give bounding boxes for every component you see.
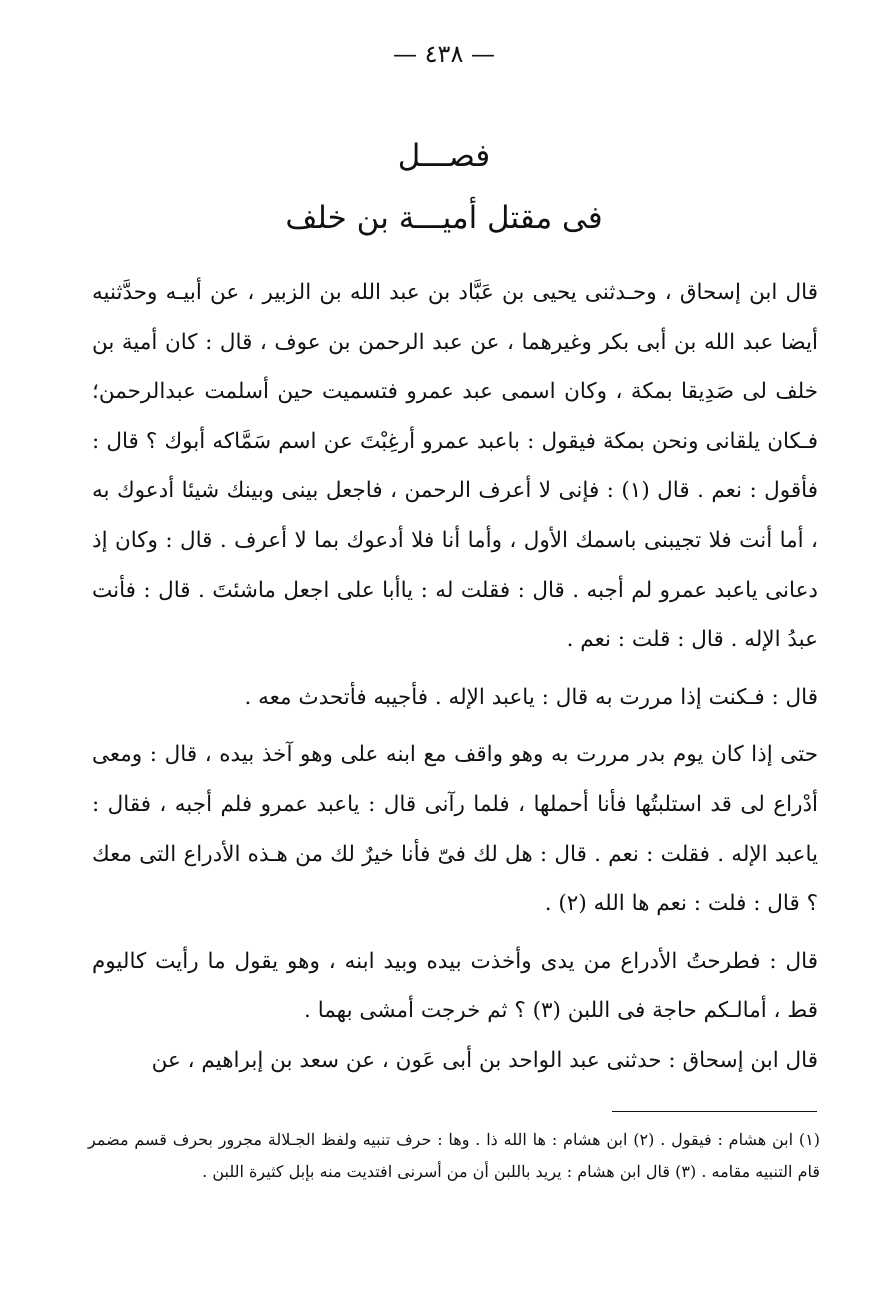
section-heading: فصـــل (397, 138, 491, 174)
footnote-divider (612, 1111, 817, 1112)
paragraph: قال : فطرحتُ الأدراع من يدى وأخذت بيده وبيد ابنه ، وهو يقول ما رأيت كاليوم قط ، أمالـكم حاجة فى اللبن (٣) ؟ ثم خرجت أمشى بهما . (92, 948, 818, 1024)
footnote-text: (١) ابن هشام : فيقول . (٢) ابن هشام : ها الله ذا . وها : حرف تنبيه ولفظ الجـلالة مجرور بحرف قسم مضمر قام التنبيه مقامه . (٣) قال ابن هشام : يريد باللبن أن من أسرنى افتديت منه بإبل كثيرة اللبن . (88, 1130, 821, 1181)
paragraph: حتى إذا كان يوم بدر مررت به وهو واقف مع ابنه على وهو آخذ بيده ، قال : ومعى أدْراع لى قد استلبتُها فأنا أحملها ، فلما رآنى قال : ياعبد عمرو فلم أجبه ، فقال : ياعبد الإله . فقلت : نعم . قال : هل لك فىّ فأنا خيرٌ لك من هـذه الأدراع التى معك ؟ قال : فلت : نعم ها الله (٢) . (92, 742, 818, 917)
footnotes (88, 1124, 820, 1188)
body-text (92, 268, 818, 1086)
paragraph: قال : فـكنت إذا مررت به قال : ياعبد الإله . فأجيبه فأتحدث معه . (244, 684, 818, 710)
paragraph: قال ابن إسحاق : حدثنى عبد الواحد بن أبى عَون ، عن سعد بن إبراهيم ، عن (151, 1047, 818, 1073)
section-subheading: فى مقتل أميـــة بن خلف (285, 200, 603, 236)
page-number: — ٤٣٨ — (393, 40, 495, 68)
paragraph: قال ابن إسحاق ، وحـدثنى يحيى بن عَبَّاد بن عبد الله بن الزبير ، عن أبيـه وحدَّثنيه أيضا عبد الله بن أبى بكر وغيرهما ، عن عبد الرحمن بن عوف ، قال : كان أمية بن خلف لى صَدِيقا بمكة ، وكان اسمى عبد عمرو فتسميت حين أسلمت عبدالرحمن؛ فـكان يلقانى ونحن بمكة فيقول : باعبد عمرو أرغِبْتَ عن اسم سَمَّاكه أبوك ؟ قال : فأقول : نعم . قال (١) : فإنى لا أعرف الرحمن ، فاجعل بينى وبينك شيئا أدعوك به ، أما أنت فلا تجيبنى باسمك الأول ، وأما أنا فلا أدعوك بما لا أعرف . قال : وكان إذ دعانى ياعبد عمرو لم أجبه . قال : فقلت له : ياأبا على اجعل ماشئتَ . قال : فأنت عبدُ الإله . قال : قلت : نعم . (92, 280, 818, 653)
